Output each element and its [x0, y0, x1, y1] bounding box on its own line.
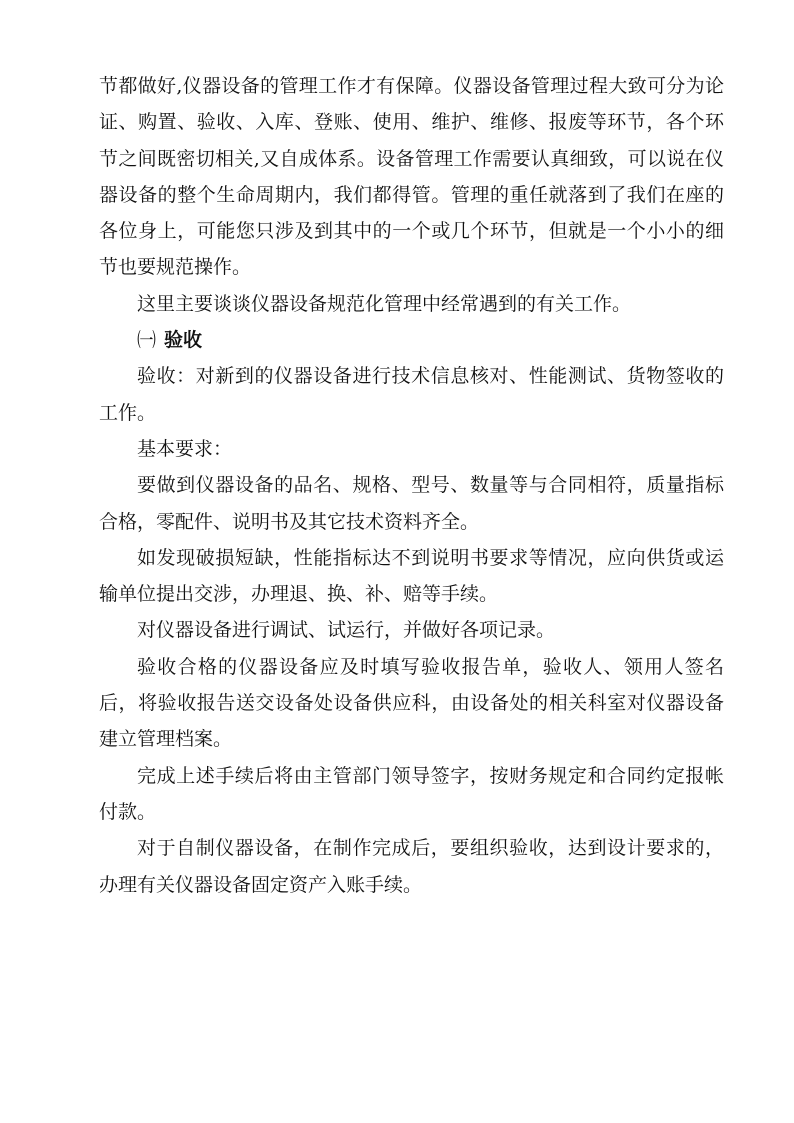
- paragraph-intro: 节都做好,仪器设备的管理工作才有保障。仪器设备管理过程大致可分为论证、购置、验收、入库、登账、使用、维护、维修、报废等环节，各个环节之间既密切相关,又自成体系。设备管理工作需要认真细致，可以说在仪器设备的整个生命周期内，我们都得管。管理的重任就落到了我们在座的各位身上，可能您只涉及到其中的一个或几个环节，但就是一个小小的细节也要规范操作。: [99, 75, 724, 279]
- section-heading: [99, 322, 724, 358]
- paragraph-definition: 验收：对新到的仪器设备进行技术信息核对、性能测试、货物签收的工作。: [99, 365, 724, 424]
- paragraph-basic-requirements-label: 基本要求：: [137, 437, 233, 460]
- paragraph-topic: 这里主要谈谈仪器设备规范化管理中经常遇到的有关工作。: [137, 292, 632, 315]
- paragraph-requirement-self-made: 对于自制仪器设备，在制作完成后，要组织验收，达到设计要求的，办理有关仪器设备固定资产入账手续。: [99, 837, 724, 896]
- section-marker: ㈠: [137, 329, 157, 352]
- paragraph-requirement-damage: 如发现破损短缺，性能指标达不到说明书要求等情况，应向供货或运输单位提出交涉，办理退、换、补、赔等手续。: [99, 546, 724, 606]
- paragraph-requirement-payment: 完成上述手续后将由主管部门领导签字，按财务规定和合同约定报帐付款。: [99, 764, 724, 823]
- paragraph-requirement-report: 验收合格的仪器设备应及时填写验收报告单，验收人、领用人签名后，将验收报告送交设备处设备供应科，由设备处的相关科室对仪器设备建立管理档案。: [99, 655, 724, 751]
- paragraph-requirement-match: 要做到仪器设备的品名、规格、型号、数量等与合同相符，质量指标合格，零配件、说明书及其它技术资料齐全。: [99, 474, 724, 533]
- section-title: 验收: [164, 329, 203, 352]
- paragraph-requirement-testing: 对仪器设备进行调试、试运行，并做好各项记录。: [137, 619, 556, 642]
- document-body: [99, 68, 724, 903]
